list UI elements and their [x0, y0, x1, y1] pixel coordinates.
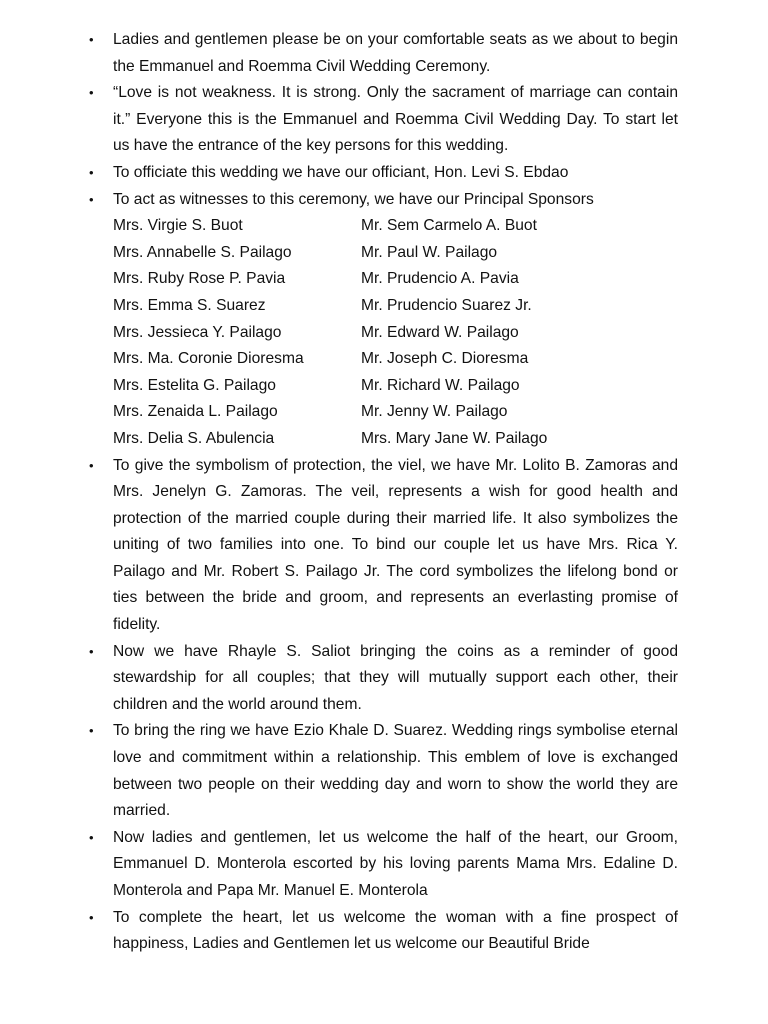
sponsor-male: Mr. Jenny W. Pailago	[361, 403, 508, 421]
sponsor-female: Mrs. Ma. Coronie Dioresma	[113, 350, 304, 368]
bullet-icon: •	[89, 457, 94, 473]
sponsor-female: Mrs. Estelita G. Pailago	[113, 376, 276, 394]
sponsor-female: Mrs. Jessieca Y. Pailago	[113, 323, 282, 341]
bullet-item-love-quote	[84, 80, 678, 160]
sponsor-row	[113, 213, 678, 240]
bullet-list	[84, 27, 678, 213]
sponsor-male: Mr. Prudencio Suarez Jr.	[361, 296, 532, 314]
sponsor-female: Mrs. Annabelle S. Pailago	[113, 243, 292, 261]
sponsor-row	[113, 373, 678, 400]
paragraph-witnesses: To act as witnesses to this ceremony, we have our Principal Sponsors	[113, 190, 594, 208]
bullet-item-groom	[84, 825, 678, 905]
document-page	[84, 27, 678, 958]
bullet-icon: •	[89, 164, 94, 180]
bullet-icon: •	[89, 643, 94, 659]
sponsor-row	[113, 266, 678, 293]
bullet-icon: •	[89, 85, 94, 101]
bullet-item-bride	[84, 905, 678, 958]
sponsor-female: Mrs. Delia S. Abulencia	[113, 429, 275, 447]
sponsor-row	[113, 320, 678, 347]
sponsors-list	[84, 213, 678, 452]
paragraph-officiant: To officiate this wedding we have our officiant, Hon. Levi S. Ebdao	[113, 163, 569, 181]
sponsor-male: Mr. Paul W. Pailago	[361, 243, 498, 261]
bullet-icon: •	[89, 32, 94, 47]
sponsor-male: Mr. Prudencio A. Pavia	[361, 270, 519, 288]
sponsor-male: Mr. Sem Carmelo A. Buot	[361, 217, 537, 235]
sponsor-male: Mr. Richard W. Pailago	[361, 376, 520, 394]
bullet-item-witnesses	[84, 187, 678, 214]
sponsor-female: Mrs. Ruby Rose P. Pavia	[113, 270, 286, 288]
bullet-icon: •	[89, 909, 94, 925]
bullet-item-ring	[84, 718, 678, 824]
bullet-item-seating	[84, 27, 678, 80]
bullet-item-officiant	[84, 160, 678, 187]
paragraph-veil-cord: To give the symbolism of protection, the viel, we have Mr. Lolito B. Zamoras and Mrs. Jenelyn G. Zamoras. The veil, represents a wish for good health and protection of the married couple during their married life. It also symbolizes the uniting of two families into one. To bind our couple let us have Mrs. Rica Y. Pailago and Mr. Robert S. Pailago Jr. The cord symbolizes the lifelong bond or ties between the bride and groom, and represents an everlasting promise of fidelity.	[113, 456, 678, 634]
paragraph-bride: To complete the heart, let us welcome the woman with a fine prospect of happiness, Ladies and Gentlemen let us welcome our Beautiful Bride	[113, 908, 678, 953]
bullet-item-coins	[84, 639, 678, 719]
bullet-list-continued	[84, 453, 678, 958]
sponsor-male: Mrs. Mary Jane W. Pailago	[361, 429, 548, 447]
bullet-icon: •	[89, 191, 94, 207]
sponsor-male: Mr. Edward W. Pailago	[361, 323, 519, 341]
bullet-item-veil-cord	[84, 453, 678, 639]
sponsor-row	[113, 399, 678, 426]
paragraph-ring: To bring the ring we have Ezio Khale D. Suarez. Wedding rings symbolise eternal love and commitment within a relationship. This emblem of love is exchanged between two people on their wedding day and worn to show the world they are married.	[113, 722, 678, 820]
paragraph-coins: Now we have Rhayle S. Saliot bringing the coins as a reminder of good stewardship for all couples; that they will mutually support each other, their children and the world around them.	[113, 642, 678, 713]
sponsor-row	[113, 346, 678, 373]
sponsor-female: Mrs. Zenaida L. Pailago	[113, 403, 278, 421]
paragraph-love-quote: “Love is not weakness. It is strong. Only the sacrament of marriage can contain it.” Everyone this is the Emmanuel and Roemma Civil Wedding Day. To start let us have the entrance of the key persons for this wedding.	[113, 84, 678, 155]
sponsor-female: Mrs. Emma S. Suarez	[113, 296, 266, 314]
bullet-icon: •	[89, 829, 94, 845]
sponsor-row	[113, 240, 678, 267]
sponsor-male: Mr. Joseph C. Dioresma	[361, 350, 529, 368]
sponsor-female: Mrs. Virgie S. Buot	[113, 217, 243, 235]
paragraph-groom: Now ladies and gentlemen, let us welcome the half of the heart, our Groom, Emmanuel D. Monterola escorted by his loving parents Mama Mrs. Edaline D. Monterola and Papa Mr. Manuel E. Monterola	[113, 828, 678, 899]
bullet-icon: •	[89, 723, 94, 739]
paragraph-seating: Ladies and gentlemen please be on your comfortable seats as we about to begin the Emmanuel and Roemma Civil Wedding Ceremony.	[113, 31, 678, 75]
sponsor-row	[113, 293, 678, 320]
sponsor-row	[113, 426, 678, 453]
